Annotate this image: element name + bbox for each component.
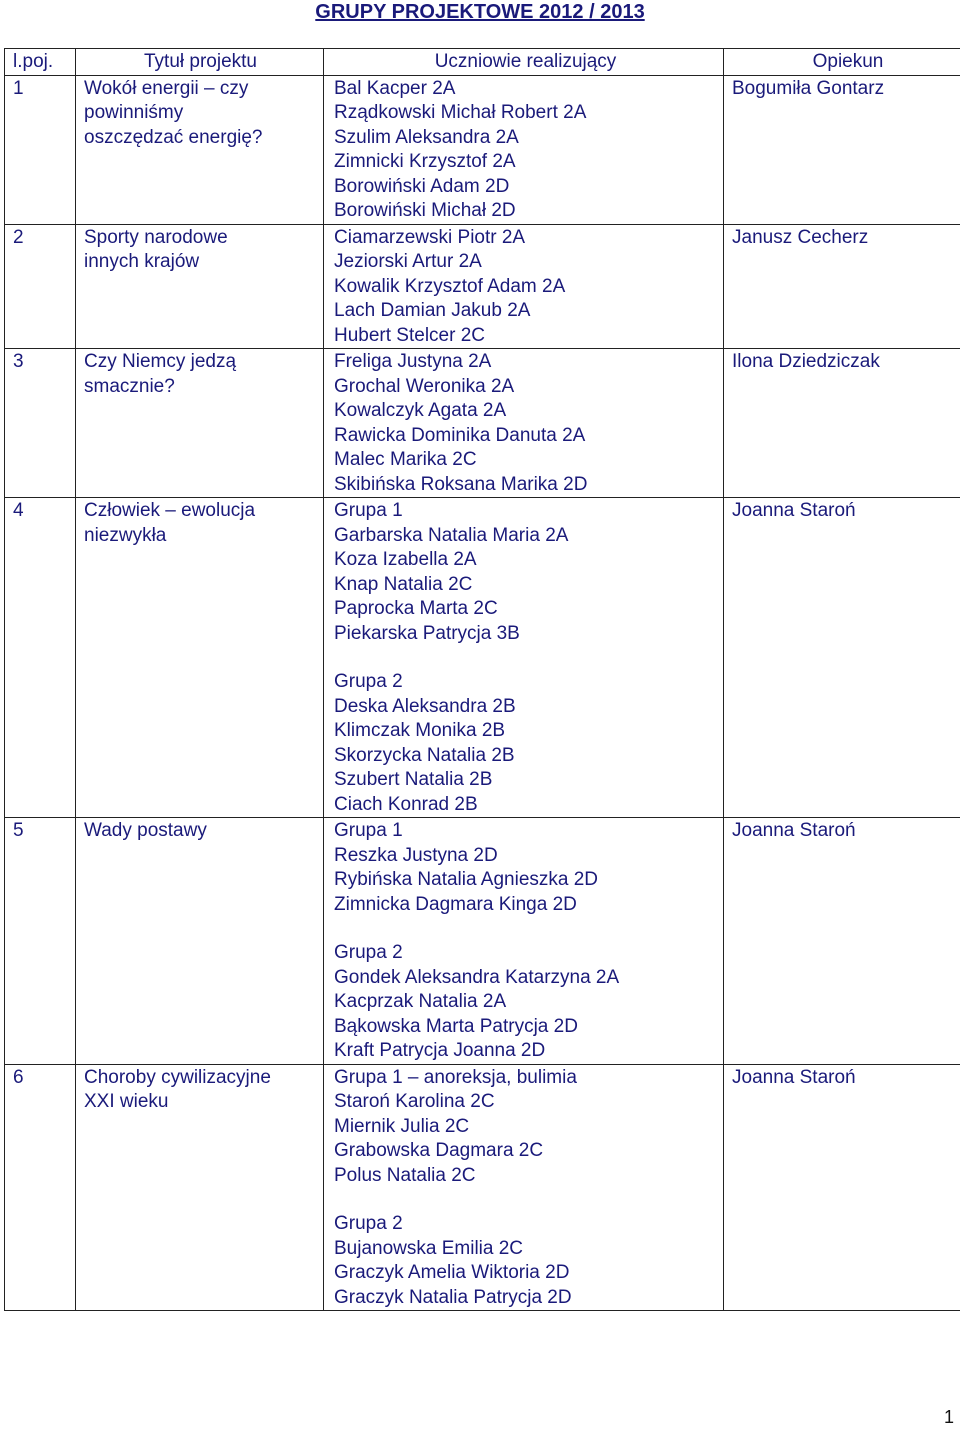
- student-name: Staroń Karolina 2C: [334, 1091, 495, 1112]
- student-name: Polus Natalia 2C: [334, 1164, 476, 1186]
- project-title-line: oszczędzać energię?: [84, 126, 263, 148]
- table-row: [5, 224, 960, 349]
- group-label: Grupa 1 – anoreksja, bulimia: [334, 1066, 577, 1088]
- row-number: 5: [5, 818, 76, 1065]
- student-name: Piekarska Patrycja 3B: [334, 622, 520, 644]
- student-name: Skibińska Roksana Marika 2D: [334, 473, 588, 495]
- project-title-line: Sporty narodowe: [84, 226, 228, 248]
- student-name: Ciach Konrad 2B: [334, 793, 478, 815]
- student-name: Szubert Natalia 2B: [334, 769, 493, 790]
- student-name: Graczyk Natalia Patrycja 2D: [334, 1286, 572, 1308]
- student-name: Bąkowska Marta Patrycja 2D: [334, 1015, 578, 1037]
- student-name: Grabowska Dagmara 2C: [334, 1140, 544, 1161]
- table-row: [5, 818, 960, 1065]
- group-label: Grupa 2: [334, 942, 403, 963]
- project-title-line: powinniśmy: [84, 102, 184, 123]
- student-name: Rządkowski Michał Robert 2A: [334, 102, 587, 123]
- student-name: Bujanowska Emilia 2C: [334, 1237, 524, 1259]
- tutor-name: Janusz Cecherz: [724, 224, 960, 349]
- student-name: Borowiński Adam 2D: [334, 175, 510, 197]
- table-row: [5, 498, 960, 818]
- project-title-line: innych krajów: [84, 251, 200, 272]
- student-name: Jeziorski Artur 2A: [334, 251, 482, 272]
- student-name: Kowalik Krzysztof Adam 2A: [334, 275, 566, 297]
- page-number: 1: [943, 1407, 954, 1427]
- table-row: [5, 1064, 960, 1311]
- project-title: [76, 498, 324, 818]
- tutor-name: Joanna Staroń: [724, 1064, 960, 1311]
- group-label: Grupa 2: [334, 1213, 403, 1234]
- student-name: Hubert Stelcer 2C: [334, 324, 486, 346]
- document-title: GRUPY PROJEKTOWE 2012 / 2013: [315, 1, 645, 23]
- row-number: 6: [5, 1064, 76, 1311]
- students-list: [324, 1064, 724, 1311]
- student-name: Knap Natalia 2C: [334, 573, 473, 595]
- row-number: 4: [5, 498, 76, 818]
- student-name: Deska Aleksandra 2B: [334, 695, 516, 717]
- header-students: Uczniowie realizujący: [324, 49, 724, 76]
- students-list: [324, 224, 724, 349]
- tutor-name: Joanna Staroń: [724, 498, 960, 818]
- student-name: Borowiński Michał 2D: [334, 200, 516, 221]
- student-name: Lach Damian Jakub 2A: [334, 300, 531, 321]
- students-list: [324, 349, 724, 498]
- student-name: Ciamarzewski Piotr 2A: [334, 226, 526, 248]
- project-title: [76, 75, 324, 224]
- student-name: Bal Kacper 2A: [334, 77, 456, 99]
- tutor-name: Joanna Staroń: [724, 818, 960, 1065]
- student-name: Kowalczyk Agata 2A: [334, 400, 507, 421]
- students-list: [324, 818, 724, 1065]
- project-title-line: Wokół energii – czy: [84, 77, 249, 99]
- tutor-name: Bogumiła Gontarz: [724, 75, 960, 224]
- row-number: 3: [5, 349, 76, 498]
- project-title-line: Czy Niemcy jedzą: [84, 351, 237, 372]
- student-name: Kraft Patrycja Joanna 2D: [334, 1040, 546, 1061]
- student-name: Klimczak Monika 2B: [334, 720, 506, 741]
- table-row: [5, 75, 960, 224]
- student-name: Gondek Aleksandra Katarzyna 2A: [334, 966, 620, 988]
- projects-table: [4, 48, 960, 1311]
- table-row: [5, 349, 960, 498]
- student-name: Szulim Aleksandra 2A: [334, 126, 519, 148]
- student-name: Grochal Weronika 2A: [334, 375, 515, 397]
- row-number: 1: [5, 75, 76, 224]
- student-name: Zimnicki Krzysztof 2A: [334, 151, 516, 172]
- project-title: [76, 349, 324, 498]
- project-title-line: XXI wieku: [84, 1091, 169, 1112]
- student-name: Rawicka Dominika Danuta 2A: [334, 424, 586, 446]
- tutor-name: Ilona Dziedziczak: [724, 349, 960, 498]
- student-name: Koza Izabella 2A: [334, 549, 477, 570]
- group-label: Grupa 1: [334, 500, 403, 521]
- row-number: 2: [5, 224, 76, 349]
- table-body: [5, 75, 960, 1311]
- header-tutor: Opiekun: [724, 49, 960, 76]
- group-label: Grupa 2: [334, 671, 403, 692]
- student-name: Rybińska Natalia Agnieszka 2D: [334, 869, 599, 890]
- student-name: Kacprzak Natalia 2A: [334, 991, 507, 1012]
- group-label: Grupa 1: [334, 820, 403, 841]
- project-title-line: Wady postawy: [84, 820, 207, 841]
- student-name: Graczyk Amelia Wiktoria 2D: [334, 1262, 570, 1283]
- project-title-line: Choroby cywilizacyjne: [84, 1066, 271, 1088]
- project-title: [76, 1064, 324, 1311]
- student-name: Malec Marika 2C: [334, 449, 477, 470]
- project-title: [76, 224, 324, 349]
- student-name: Freliga Justyna 2A: [334, 351, 492, 372]
- table-header-row: [5, 49, 960, 76]
- student-name: Reszka Justyna 2D: [334, 844, 498, 866]
- student-name: Miernik Julia 2C: [334, 1115, 470, 1137]
- project-title-line: smacznie?: [84, 375, 175, 397]
- project-title-line: niezwykła: [84, 524, 167, 546]
- project-title: [76, 818, 324, 1065]
- student-name: Zimnicka Dagmara Kinga 2D: [334, 893, 577, 915]
- student-name: Skorzycka Natalia 2B: [334, 744, 515, 766]
- project-title-line: Człowiek – ewolucja: [84, 500, 256, 521]
- header-project: Tytuł projektu: [76, 49, 324, 76]
- student-name: Paprocka Marta 2C: [334, 598, 498, 619]
- header-num: l.poj.: [5, 49, 76, 76]
- student-name: Garbarska Natalia Maria 2A: [334, 524, 569, 546]
- students-list: [324, 498, 724, 818]
- students-list: [324, 75, 724, 224]
